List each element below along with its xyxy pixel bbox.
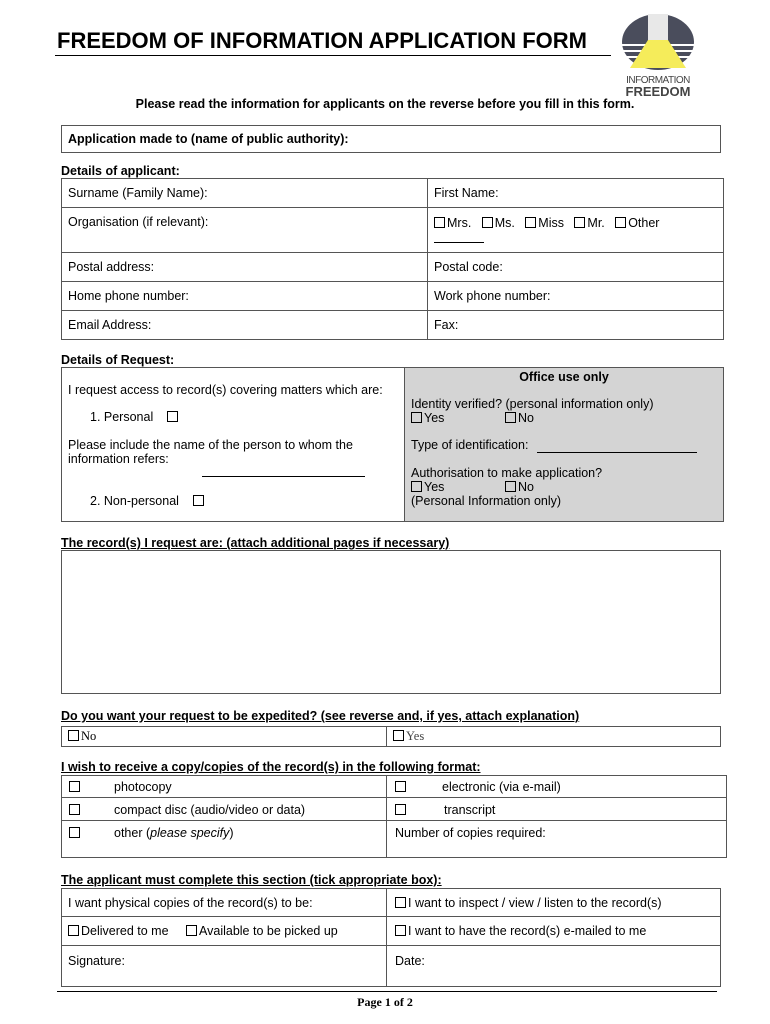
records-textarea[interactable]	[61, 550, 721, 694]
information-freedom-logo: INFORMATION FREEDOM	[618, 12, 698, 94]
work-phone-field[interactable]: Work phone number:	[427, 281, 724, 311]
request-heading: Details of Request:	[61, 353, 175, 367]
organisation-field[interactable]: Organisation (if relevant):	[61, 207, 428, 253]
home-phone-field[interactable]: Home phone number:	[61, 281, 428, 311]
id-type-line[interactable]	[537, 452, 697, 453]
format-cd[interactable]: compact disc (audio/video or data)	[61, 797, 387, 821]
inspect-option[interactable]: I want to inspect / view / listen to the record(s)	[386, 888, 721, 917]
date-field[interactable]: Date:	[386, 945, 721, 987]
title-checkbox-mr[interactable]: Mr.	[574, 216, 604, 230]
office-use-panel: Office use only Identity verified? (personal information only) Yes No Type of identification: Authorisation to make application? Yes No (Personal Information only)	[404, 367, 724, 522]
postal-code-field[interactable]: Postal code:	[427, 252, 724, 282]
identity-yes[interactable]: Yes	[411, 411, 444, 425]
authorisation-no[interactable]: No	[505, 480, 534, 494]
non-personal-option[interactable]: 2. Non-personal	[90, 494, 206, 508]
title-checkbox-other[interactable]: Other	[615, 216, 659, 230]
request-details: I request access to record(s) covering matters which are: 1. Personal Please include the name of the person to whom the information refers: 2. Non-personal	[61, 367, 405, 522]
title-checkbox-ms[interactable]: Ms.	[482, 216, 515, 230]
complete-heading: The applicant must complete this section (tick appropriate box):	[61, 873, 442, 887]
expedite-yes[interactable]: Yes	[386, 726, 721, 747]
delivered-option[interactable]: Delivered to me	[68, 924, 169, 938]
physical-copies-label: I want physical copies of the record(s) to be:	[61, 888, 387, 917]
format-photocopy[interactable]: photocopy	[61, 775, 387, 798]
format-other[interactable]: other (please specify)	[61, 820, 387, 858]
expedite-heading: Do you want your request to be expedited? (see reverse and, if yes, attach explanation)	[61, 709, 580, 723]
other-title-line[interactable]	[434, 242, 484, 243]
records-heading: The record(s) I request are: (attach additional pages if necessary)	[61, 536, 450, 550]
postal-address-field[interactable]: Postal address:	[61, 252, 428, 282]
authorisation-yes[interactable]: Yes	[411, 480, 444, 494]
format-electronic[interactable]: electronic (via e-mail)	[386, 775, 727, 798]
fax-field[interactable]: Fax:	[427, 310, 724, 340]
form-title: FREEDOM OF INFORMATION APPLICATION FORM	[57, 28, 587, 53]
application-to-field[interactable]: Application made to (name of public authority):	[61, 125, 721, 153]
format-heading: I wish to receive a copy/copies of the record(s) in the following format:	[61, 760, 481, 774]
signature-field[interactable]: Signature:	[61, 945, 387, 987]
email-field[interactable]: Email Address:	[61, 310, 428, 340]
personal-option[interactable]: 1. Personal	[90, 410, 180, 424]
applicant-heading: Details of applicant:	[61, 164, 180, 178]
copies-field[interactable]: Number of copies required:	[386, 820, 727, 858]
pickup-option[interactable]: Available to be picked up	[186, 924, 338, 938]
title-checkbox-mrs[interactable]: Mrs.	[434, 216, 471, 230]
footer-rule	[57, 991, 717, 992]
surname-field[interactable]: Surname (Family Name):	[61, 178, 428, 208]
emailed-option[interactable]: I want to have the record(s) e-mailed to me	[386, 916, 721, 946]
page-number: Page 1 of 2	[357, 995, 413, 1009]
identity-no[interactable]: No	[505, 411, 534, 425]
intro-text: Please read the information for applicants on the reverse before you fill in this form.	[135, 97, 635, 111]
title-checkbox-miss[interactable]: Miss	[525, 216, 564, 230]
delivery-options	[61, 916, 387, 946]
first-name-field[interactable]: First Name:	[427, 178, 724, 208]
title-underline	[55, 55, 611, 56]
format-transcript[interactable]: transcript	[386, 797, 727, 821]
title-options	[427, 207, 724, 253]
expedite-no[interactable]: No	[61, 726, 387, 747]
person-name-line[interactable]	[202, 476, 365, 477]
